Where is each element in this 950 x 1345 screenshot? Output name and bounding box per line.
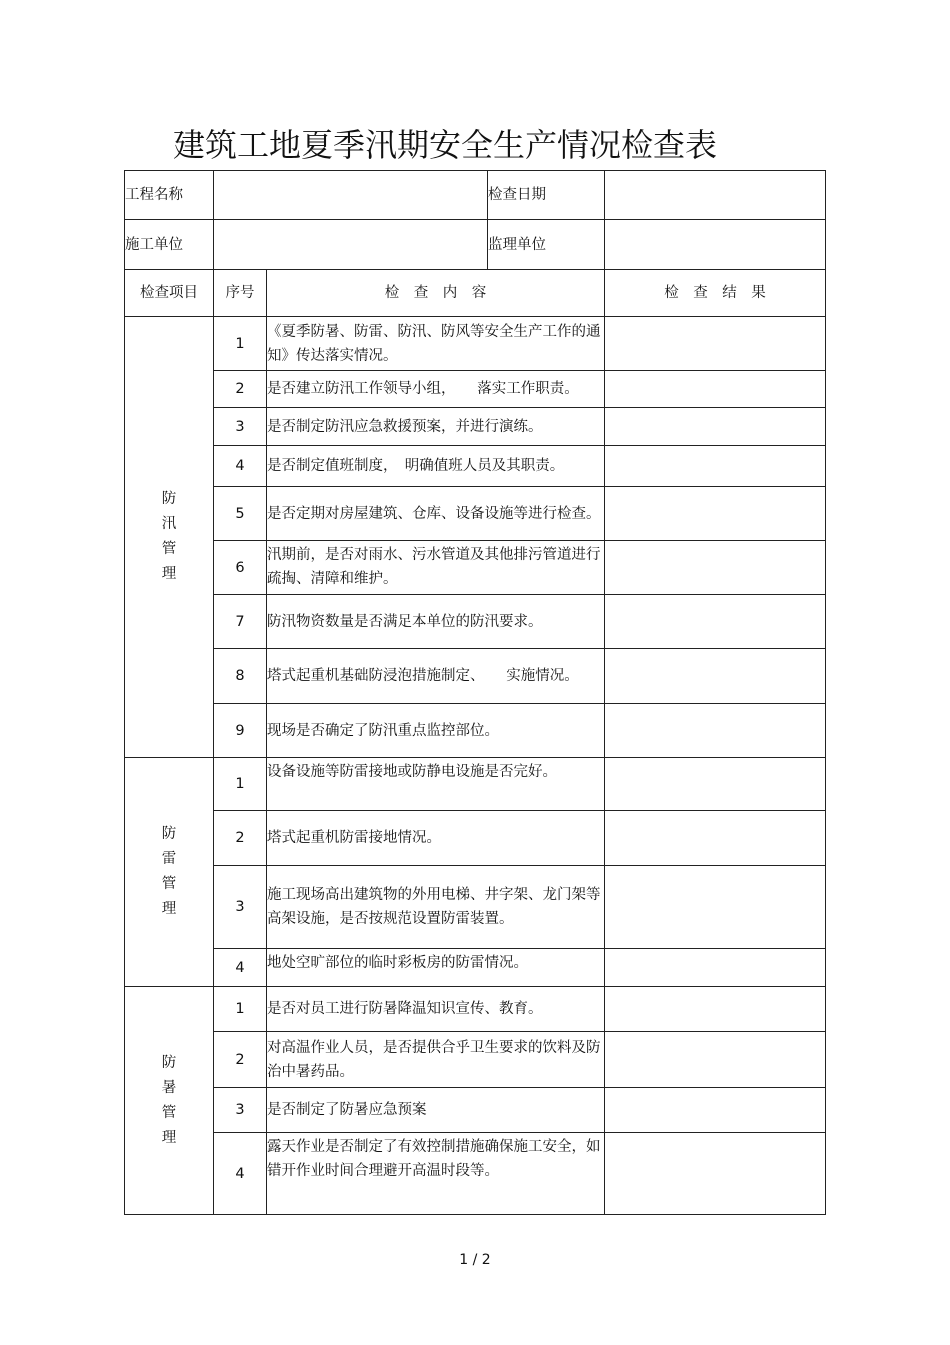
row-result-field[interactable] bbox=[605, 987, 826, 1032]
row-result-field[interactable] bbox=[605, 541, 826, 595]
row-seq: 1 bbox=[214, 758, 267, 811]
row-result-field[interactable] bbox=[605, 487, 826, 541]
check-date-field[interactable] bbox=[605, 171, 826, 220]
row-content: 防汛物资数量是否满足本单位的防汛要求。 bbox=[267, 595, 605, 649]
table-row bbox=[125, 1088, 826, 1133]
row-seq: 1 bbox=[214, 317, 267, 371]
row-seq: 8 bbox=[214, 649, 267, 704]
row-seq: 2 bbox=[214, 1032, 267, 1088]
category-heat: 防暑管理 bbox=[125, 987, 214, 1215]
supervision-unit-label: 监理单位 bbox=[488, 220, 605, 270]
row-content: 是否制定值班制度， 明确值班人员及其职责。 bbox=[267, 446, 605, 487]
table-row bbox=[125, 704, 826, 758]
table-row bbox=[125, 487, 826, 541]
table-row bbox=[125, 1133, 826, 1215]
table-row bbox=[125, 866, 826, 949]
row-result-field[interactable] bbox=[605, 704, 826, 758]
row-seq: 3 bbox=[214, 866, 267, 949]
row-content: 施工现场高出建筑物的外用电梯、井字架、龙门架等高架设施，是否按规范设置防雷装置。 bbox=[267, 866, 605, 949]
row-seq: 4 bbox=[214, 949, 267, 987]
table-row bbox=[125, 649, 826, 704]
row-content: 是否制定防汛应急救援预案，并进行演练。 bbox=[267, 408, 605, 446]
row-content: 是否对员工进行防暑降温知识宣传、教育。 bbox=[267, 987, 605, 1032]
category-lightning: 防雷管理 bbox=[125, 758, 214, 987]
construction-unit-field[interactable] bbox=[214, 220, 488, 270]
page-title: 建筑工地夏季汛期安全生产情况检查表 bbox=[172, 126, 717, 164]
row-content: 是否定期对房屋建筑、仓库、设备设施等进行检查。 bbox=[267, 487, 605, 541]
category-flood: 防汛管理 bbox=[125, 317, 214, 758]
row-content: 现场是否确定了防汛重点监控部位。 bbox=[267, 704, 605, 758]
table-row bbox=[125, 811, 826, 866]
row-content: 地处空旷部位的临时彩板房的防雷情况。 bbox=[267, 949, 605, 987]
row-seq: 5 bbox=[214, 487, 267, 541]
row-result-field[interactable] bbox=[605, 446, 826, 487]
row-result-field[interactable] bbox=[605, 866, 826, 949]
check-date-label: 检查日期 bbox=[488, 171, 605, 220]
construction-unit-label: 施工单位 bbox=[125, 220, 214, 270]
row-result-field[interactable] bbox=[605, 371, 826, 408]
row-content: 露天作业是否制定了有效控制措施确保施工安全，如错开作业时间合理避开高温时段等。 bbox=[267, 1133, 605, 1215]
column-header-row bbox=[125, 270, 826, 317]
row-content: 塔式起重机防雷接地情况。 bbox=[267, 811, 605, 866]
row-content: 塔式起重机基础防浸泡措施制定、 实施情况。 bbox=[267, 649, 605, 704]
row-seq: 7 bbox=[214, 595, 267, 649]
table-row bbox=[125, 371, 826, 408]
table-row bbox=[125, 758, 826, 811]
table-row bbox=[125, 408, 826, 446]
header-row-units bbox=[125, 220, 826, 270]
row-result-field[interactable] bbox=[605, 1133, 826, 1215]
row-seq: 4 bbox=[214, 1133, 267, 1215]
inspection-table bbox=[124, 170, 826, 1215]
table-row bbox=[125, 1032, 826, 1088]
row-seq: 4 bbox=[214, 446, 267, 487]
row-content: 汛期前，是否对雨水、污水管道及其他排污管道进行疏掏、清障和维护。 bbox=[267, 541, 605, 595]
row-seq: 1 bbox=[214, 987, 267, 1032]
column-header-seq: 序号 bbox=[214, 270, 267, 317]
row-content: 《夏季防暑、防雷、防汛、防风等安全生产工作的通知》传达落实情况。 bbox=[267, 317, 605, 371]
project-name-field[interactable] bbox=[214, 171, 488, 220]
row-content: 对高温作业人员，是否提供合乎卫生要求的饮料及防治中暑药品。 bbox=[267, 1032, 605, 1088]
row-result-field[interactable] bbox=[605, 317, 826, 371]
row-result-field[interactable] bbox=[605, 1032, 826, 1088]
column-header-content: 检 查 内 容 bbox=[267, 270, 605, 317]
row-result-field[interactable] bbox=[605, 1088, 826, 1133]
row-seq: 2 bbox=[214, 811, 267, 866]
row-result-field[interactable] bbox=[605, 595, 826, 649]
table-row bbox=[125, 317, 826, 371]
column-header-item: 检查项目 bbox=[125, 270, 214, 317]
row-result-field[interactable] bbox=[605, 949, 826, 987]
row-seq: 9 bbox=[214, 704, 267, 758]
table-row bbox=[125, 949, 826, 987]
supervision-unit-field[interactable] bbox=[605, 220, 826, 270]
page-number: 1 / 2 bbox=[459, 1252, 491, 1268]
project-name-label: 工程名称 bbox=[125, 171, 214, 220]
table-row bbox=[125, 987, 826, 1032]
row-result-field[interactable] bbox=[605, 811, 826, 866]
row-result-field[interactable] bbox=[605, 649, 826, 704]
table-row bbox=[125, 446, 826, 487]
table-row bbox=[125, 595, 826, 649]
row-seq: 3 bbox=[214, 1088, 267, 1133]
header-row-project bbox=[125, 171, 826, 220]
row-result-field[interactable] bbox=[605, 408, 826, 446]
row-content: 是否建立防汛工作领导小组， 落实工作职责。 bbox=[267, 371, 605, 408]
row-seq: 2 bbox=[214, 371, 267, 408]
row-content: 是否制定了防暑应急预案 bbox=[267, 1088, 605, 1133]
row-result-field[interactable] bbox=[605, 758, 826, 811]
column-header-result: 检 查 结 果 bbox=[605, 270, 826, 317]
row-seq: 3 bbox=[214, 408, 267, 446]
table-row bbox=[125, 541, 826, 595]
row-content: 设备设施等防雷接地或防静电设施是否完好。 bbox=[267, 758, 605, 811]
row-seq: 6 bbox=[214, 541, 267, 595]
